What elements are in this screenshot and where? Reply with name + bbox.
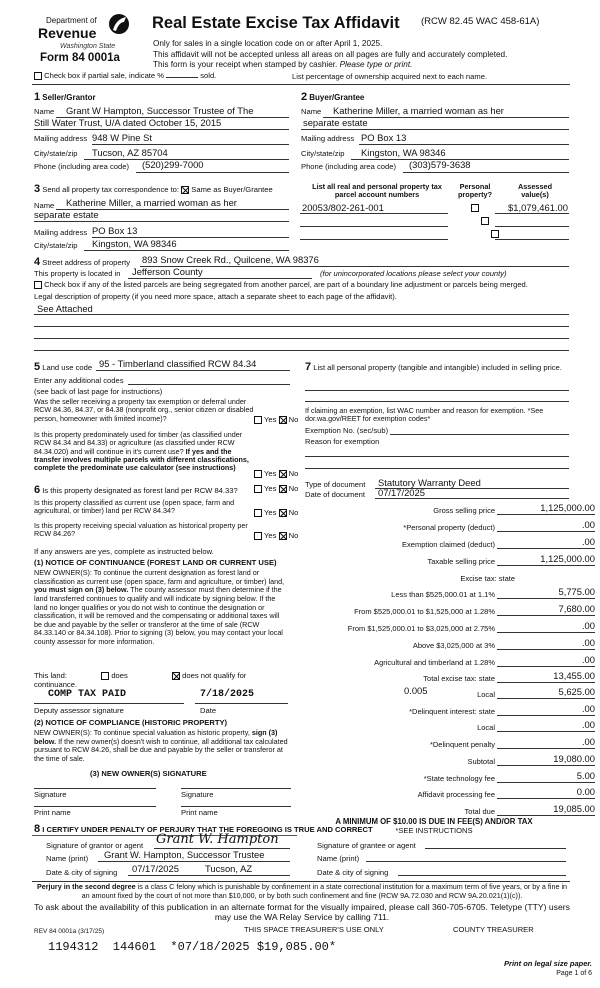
deputy-date-label: Date <box>200 706 217 715</box>
perjury-notice: Perjury in the second degree is a class C felony which is punishable by confinement in a state correctional institution for a maximum term of five years, or by a fine in an amount fixed by the court of not more than $10,000, or by both such confinement and fine (RCW 9A.72.030 and RCW 9A.20.021(1)(c)). <box>36 882 568 900</box>
segregated-checkbox[interactable] <box>34 281 42 289</box>
buyer-name-1[interactable]: Katherine Miller, a married woman as her <box>333 105 504 116</box>
q3-no-checkbox[interactable] <box>279 485 287 493</box>
q4-yes-checkbox[interactable] <box>254 509 262 517</box>
street-label: 4 Street address of property <box>34 256 131 268</box>
certification: 8 I CERTIFY UNDER PENALTY OF PERJURY THAT THE FOREGOING IS TRUE AND CORRECT <box>34 823 373 835</box>
total-state-label: Total excise tax: state <box>423 674 495 683</box>
corr-name-2[interactable]: separate estate <box>34 209 99 220</box>
exempt-value[interactable]: .00 <box>497 537 595 549</box>
seller-city-label: City/state/zip <box>34 149 78 158</box>
subtotal-value[interactable]: 19,080.00 <box>497 754 595 766</box>
exemption-reason-label: Reason for exemption <box>305 437 380 446</box>
doc-type[interactable]: Statutory Warranty Deed <box>378 477 481 488</box>
tier2-label: From $525,000.01 to $1,525,000 at 1.28% <box>354 607 495 616</box>
exemption-question: Was the seller receiving a property tax exemption or deferral under RCW 84.36, 84.37, or 84.38 (nonprofit org., senior citizen or disabled person, homeowner with limited income)? <box>34 397 254 423</box>
buyer-name-2[interactable]: separate estate <box>303 117 368 128</box>
county-treasurer-label: COUNTY TREASURER <box>453 925 534 934</box>
see-instructions: *SEE INSTRUCTIONS <box>395 826 473 835</box>
total-due-value[interactable]: 19,085.00 <box>497 804 595 816</box>
buyer-phone[interactable]: (303)579-3638 <box>409 159 471 170</box>
dept-label: Department of <box>46 16 97 25</box>
intro-line-1: Only for sales in a single location code on or after April 1, 2025. <box>153 39 383 48</box>
total-state-value[interactable]: 13,455.00 <box>497 671 595 683</box>
page-title: Real Estate Excise Tax Affidavit <box>152 14 400 32</box>
segregated: Check box if any of the listed parcels are being segregated from another parcel, are part of a boundary line adjustment or parcels being merged. <box>34 281 528 290</box>
tech-fee-label: *State technology fee <box>423 774 495 783</box>
gross-label: Gross selling price <box>433 506 495 515</box>
seller-phone-label: Phone (including area code) <box>34 162 129 171</box>
not-qualify-checkbox[interactable] <box>172 672 180 680</box>
delinquent-interest-local-label: Local <box>477 723 495 732</box>
q1-yes-no: Yes No <box>254 416 298 425</box>
excise-state-label: Excise tax: state <box>460 574 515 583</box>
does-qualify-checkbox[interactable] <box>101 672 109 680</box>
personal-label: *Personal property (deduct) <box>403 523 495 532</box>
subtotal-label: Subtotal <box>467 757 495 766</box>
delinquent-interest-state-label: *Delinquent interest: state <box>409 707 495 716</box>
exemption-no-label: Exemption No. (sec/sub) <box>305 426 389 435</box>
doc-date[interactable]: 07/17/2025 <box>378 487 425 498</box>
partial-sale-checkbox[interactable] <box>34 72 42 80</box>
buyer-city[interactable]: Kingston, WA 98346 <box>361 147 446 158</box>
see-back-label: (see back of last page for instructions) <box>34 387 163 396</box>
this-land: This land: does does not qualify for <box>34 671 247 680</box>
tier1-value[interactable]: 5,775.00 <box>497 587 595 599</box>
historic-question: Is this property receiving special valuation as historical property per RCW 84.26? <box>34 521 248 539</box>
legal-label: Legal description of property (if you need more space, attach a separate sheet to each page of the affidavit). <box>34 292 397 301</box>
delinquent-interest-local-value[interactable]: .00 <box>497 720 595 732</box>
seller-name-1[interactable]: Grant W Hampton, Successor Trustee of The <box>66 105 254 116</box>
grantor-date[interactable]: 07/17/2025 <box>132 863 179 874</box>
personal-property-checkbox-3[interactable] <box>491 230 499 238</box>
located-label: This property is located in <box>34 269 121 278</box>
grantee-signature-label: Signature of grantee or agent <box>317 841 416 850</box>
corr-city[interactable]: Kingston, WA 98346 <box>92 238 177 249</box>
seller-name-2[interactable]: Still Water Trust, U/A dated October 15, 2015 <box>34 117 222 128</box>
q3-yes-no: Yes No <box>254 485 298 494</box>
corr-mailing[interactable]: PO Box 13 <box>92 225 138 236</box>
signature-label-2: Signature <box>181 790 214 799</box>
buyer-phone-label: Phone (including area code) <box>301 162 396 171</box>
legal-paper-note: Print on legal size paper. <box>504 959 592 968</box>
q5-yes-checkbox[interactable] <box>254 532 262 540</box>
partial-sale: Check box if partial sale, indicate % sold. <box>34 72 216 81</box>
q2-yes-no: Yes No <box>254 470 298 479</box>
seller-city[interactable]: Tucson, AZ 85704 <box>92 147 168 158</box>
dor-logo-icon <box>108 12 130 36</box>
treasurer-use-label: THIS SPACE TREASURER'S USE ONLY <box>244 925 384 934</box>
print-name-label-2: Print name <box>181 808 218 817</box>
personal-property-text: 7 List all personal property (tangible and intangible) included in selling price. <box>305 361 562 373</box>
tier5-label: Agricultural and timberland at 1.28% <box>374 658 495 667</box>
legal-description[interactable]: See Attached <box>37 303 93 314</box>
total-due-label: Total due <box>464 807 495 816</box>
personal-col-header: Personal property? <box>457 182 493 200</box>
new-owner-sig-heading: (3) NEW OWNER(S) SIGNATURE <box>90 769 207 778</box>
page-number: Page 1 of 6 <box>556 970 592 977</box>
additional-codes-label: Enter any additional codes <box>34 376 124 385</box>
personal-property-checkbox-1[interactable] <box>471 204 479 212</box>
seller-heading: 1 Seller/Grantor <box>34 91 96 103</box>
treasurer-receipt: 1194312 144601 *07/18/2025 $19,085.00* <box>48 940 337 954</box>
ownership-note: List percentage of ownership acquired next to each name. <box>292 72 488 81</box>
q5-yes-no: Yes No <box>254 532 298 541</box>
tier4-label: Above $3,025,000 at 3% <box>412 641 495 650</box>
local-rate[interactable]: 0.005 <box>404 685 428 696</box>
property-county[interactable]: Jefferson County <box>132 266 203 277</box>
buyer-heading: 2 Buyer/Grantee <box>301 91 365 103</box>
revenue-label: Revenue <box>38 25 97 41</box>
tier4-value[interactable]: .00 <box>497 638 595 650</box>
buyer-mailing[interactable]: PO Box 13 <box>361 132 407 143</box>
seller-phone[interactable]: (520)299-7000 <box>142 159 204 170</box>
rev-number: REV 84 0001a (3/17/25) <box>34 928 105 935</box>
tech-fee-value[interactable]: 5.00 <box>497 771 595 783</box>
grantor-name-label: Name (print) <box>46 854 89 863</box>
form-number: Form 84 0001a <box>40 52 120 64</box>
exempt-label: Exemption claimed (deduct) <box>402 540 495 549</box>
located-note: (for unincorporated locations please select your county) <box>320 269 507 278</box>
processing-fee-label: Affidavit processing fee <box>417 790 495 799</box>
corr-name-1[interactable]: Katherine Miller, a married woman as her <box>66 197 237 208</box>
grantor-signature-label: Signature of grantor or agent <box>46 841 144 850</box>
stamp-date: 7/18/2025 <box>200 689 255 700</box>
grantor-city[interactable]: Tucson, AZ <box>205 863 253 874</box>
forest-land-question: 6 Is this property designated as forest land per RCW 84.33? <box>34 484 238 496</box>
q4-yes-no: Yes No <box>254 509 298 518</box>
taxable-label: Taxable selling price <box>427 557 495 566</box>
grantor-signature[interactable]: Grant W. Hampton <box>156 832 279 847</box>
processing-fee-value[interactable]: 0.00 <box>497 787 595 799</box>
continuance-text: NEW OWNER(S): To continue the current designation as forest land or classification as current use (open space, farm and agriculture, or timber) land, you must sign on (3) below. The county assessor must then determine if the land transferred continues to qualify and will indicate by signing below. If the land no longer qualifies or you do not wish to continue the designation or classification, it will be removed and the compensating or additional taxes will be due and payable by the seller or transferor at the time of sale (RCW 84.33.140 or 84.34.108). Prior to signing (3) below, you may contact your local county assessor for more information. <box>34 568 285 647</box>
q3-yes-checkbox[interactable] <box>254 485 262 493</box>
tier1-label: Less than $525,000.01 at 1.1% <box>391 590 495 599</box>
delinquent-penalty-value[interactable]: .00 <box>497 737 595 749</box>
land-use-label: 5 Land use code <box>34 361 93 373</box>
q2-no-checkbox[interactable] <box>279 470 287 478</box>
tier3-label: From $1,525,000.01 to $3,025,000 at 2.75% <box>347 624 495 633</box>
grantee-date-label: Date & city of signing <box>317 868 389 877</box>
tier3-value[interactable]: .00 <box>497 621 595 633</box>
property-street[interactable]: 893 Snow Creek Rd., Quilcene, WA 98376 <box>142 254 319 265</box>
parcel-number[interactable]: 20053/802-261-001 <box>302 202 384 213</box>
seller-mailing-label: Mailing address <box>34 134 88 143</box>
parcel-col-header: List all real and personal property tax parcel account numbers <box>312 182 442 200</box>
q1-no-checkbox[interactable] <box>279 416 287 424</box>
grantee-name-label: Name (print) <box>317 854 360 863</box>
continuance-word: continuance. <box>34 680 78 689</box>
q4-no-checkbox[interactable] <box>279 509 287 517</box>
current-use-question: Is this property classified as current use (open space, farm and agricultural, or timber) land per RCW 84.34? <box>34 498 235 516</box>
tier5-value[interactable]: .00 <box>497 655 595 667</box>
grantor-name[interactable]: Grant W. Hampton, Successor Trustee <box>104 849 265 860</box>
deputy-label: Deputy assessor signature <box>34 706 124 715</box>
personal-value[interactable]: .00 <box>497 520 595 532</box>
alt-format-notice: To ask about the availability of this publication in an alternate format for the visually impaired, please call 360-705-6705. Teletype (TTY) users may use the WA Relay Service by calling 711. <box>34 902 570 922</box>
buyer-name-label: Name <box>301 107 322 116</box>
assessed-value[interactable]: $1,079,461.00 <box>508 202 568 213</box>
q2-yes-checkbox[interactable] <box>254 470 262 478</box>
print-name-label-1: Print name <box>34 808 71 817</box>
local-label: Local <box>477 690 495 699</box>
delinquent-penalty-label: *Delinquent penalty <box>429 740 495 749</box>
corr-mailing-label: Mailing address <box>34 228 88 237</box>
local-value[interactable]: 5,625.00 <box>497 687 595 699</box>
seller-name-label: Name <box>34 107 55 116</box>
doc-date-label: Date of document <box>305 490 365 499</box>
intro-line-3: This form is your receipt when stamped by cashier. Please type or print. <box>153 60 413 69</box>
minimum-notice: A MINIMUM OF $10.00 IS DUE IN FEE(S) AND/OR TAX <box>335 817 533 826</box>
seller-mailing[interactable]: 948 W Pine St <box>92 132 152 143</box>
corr-city-label: City/state/zip <box>34 241 78 250</box>
tier2-value[interactable]: 7,680.00 <box>497 604 595 616</box>
statute-ref: (RCW 82.45 WAC 458-61A) <box>421 16 540 27</box>
land-use-code[interactable]: 95 - Timberland classified RCW 84.34 <box>99 358 257 369</box>
gross-value[interactable]: 1,125,000.00 <box>497 503 595 515</box>
corr-name-label: Name <box>34 201 55 210</box>
compliance-heading: (2) NOTICE OF COMPLIANCE (HISTORIC PROPERTY) <box>34 718 228 727</box>
state-label: Washington State <box>60 43 116 50</box>
buyer-mailing-label: Mailing address <box>301 134 355 143</box>
timber-question: Is this property predominately used for timber (as classified under RCW 84.34 and 84.33) or agriculture (as classified under RCW 84.34.020) and will continue in it's current use? If yes and the transfer involves multiple parcels with different classifications, complete the predominate use calculator (see instructions) <box>34 430 249 473</box>
buyer-city-label: City/state/zip <box>301 149 345 158</box>
q5-no-checkbox[interactable] <box>279 532 287 540</box>
delinquent-interest-state-value[interactable]: .00 <box>497 704 595 716</box>
grantor-date-label: Date & city of signing <box>46 868 118 877</box>
compliance-text: NEW OWNER(S): To continue special valuation as historic property, sign (3) below. If the new owner(s) doesn't wish to continue, all additional tax calculated pursuant to RCW 84.26, shall be due and payable by the seller or transferor at the time of sale. <box>34 728 288 763</box>
correspondence-heading: 3 Send all property tax correspondence to: Same as Buyer/Grantee <box>34 183 273 195</box>
q1-yes-checkbox[interactable] <box>254 416 262 424</box>
intro-line-2: This affidavit will not be accepted unless all areas on all pages are fully and accurately completed. <box>153 50 508 59</box>
doc-type-label: Type of document <box>305 480 366 489</box>
continuance-heading: (1) NOTICE OF CONTINUANCE (FOREST LAND OR CURRENT USE) <box>34 558 277 567</box>
yes-note: If any answers are yes, complete as instructed below. <box>34 547 214 556</box>
signature-label-1: Signature <box>34 790 67 799</box>
same-as-buyer-checkbox[interactable] <box>181 186 189 194</box>
personal-property-checkbox-2[interactable] <box>481 217 489 225</box>
taxable-value[interactable]: 1,125,000.00 <box>497 554 595 566</box>
value-col-header: Assessed value(s) <box>517 182 553 200</box>
exemption-instructions: If claiming an exemption, list WAC number and reason for exemption. *See dor.wa.gov/REET for exemption codes* <box>305 406 544 424</box>
comp-tax-stamp: COMP TAX PAID <box>48 689 127 700</box>
